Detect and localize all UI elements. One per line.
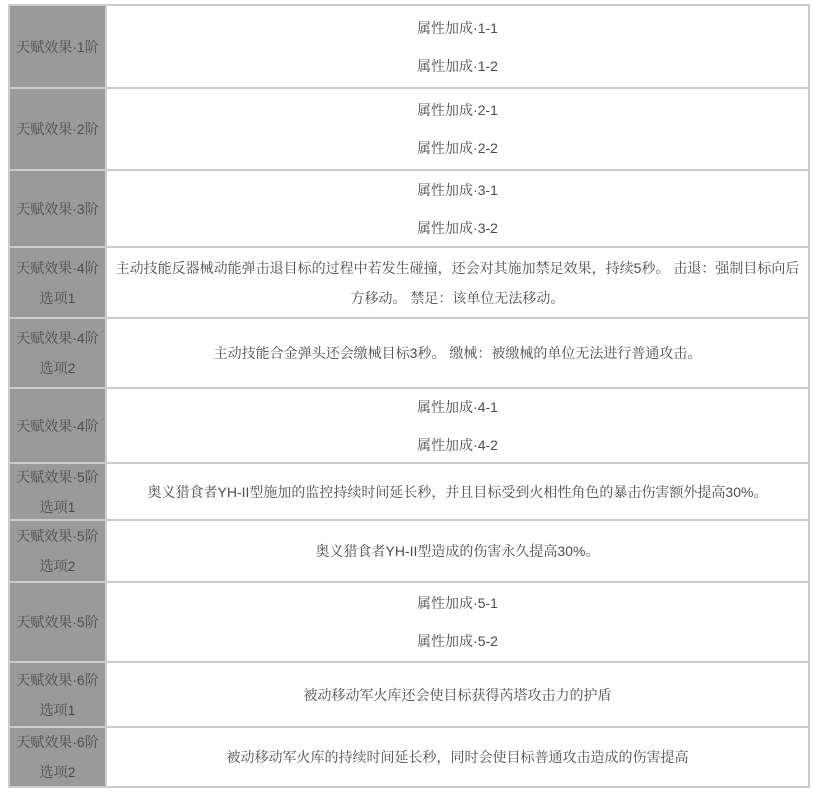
row-header-label: 天赋效果·4阶 [16,417,99,434]
row-header-cell [10,6,107,87]
row-content-cell [107,6,808,87]
effect-text: 属性加成·2-2 [417,140,498,156]
row-header-cell [10,663,107,726]
effect-text: 属性加成·4-1 [417,398,498,415]
effect-text: 主动技能合金弹头还会缴械目标3秒。 缴械：被缴械的单位无法进行普通攻击。 [213,345,702,361]
row-content-cell [107,248,808,317]
row-content-cell [107,583,808,661]
talent-row [10,387,808,462]
row-header-label: 选项2 [39,360,76,376]
talent-row [10,87,808,169]
talent-effects-table [8,4,810,788]
effect-text: 属性加成·5-2 [417,633,498,649]
talent-row [10,661,808,726]
row-content-cell [107,319,808,387]
row-header-cell [10,89,107,169]
row-header-label: 选项1 [39,289,76,306]
effect-text: 被动移动军火库的持续时间延长秒，同时会使目标普通攻击造成的伤害提高 [226,749,689,765]
row-content-cell [107,171,808,246]
row-header-cell [10,389,107,462]
row-header-label: 选项1 [39,498,76,515]
row-content-cell [107,89,808,169]
row-header-label: 天赋效果·4阶 [16,259,99,276]
row-header-label: 选项1 [39,701,76,718]
row-header-label: 天赋效果·6阶 [16,734,99,750]
talent-row [10,519,808,581]
talent-row [10,246,808,317]
row-content-cell [107,389,808,462]
talent-row [10,6,808,87]
row-header-cell [10,171,107,246]
row-header-label: 天赋效果·6阶 [16,671,99,688]
effect-text: 主动技能反器械动能弹击退目标的过程中若发生碰撞，还会对其施加禁足效果，持续5秒。 击退：强制目标向后方移动。 禁足：该单位无法移动。 [115,259,800,306]
talent-row [10,169,808,246]
effect-text: 属性加成·3-1 [417,181,498,198]
row-header-label: 天赋效果·5阶 [16,468,99,485]
row-header-cell [10,464,107,519]
row-header-cell [10,248,107,317]
effect-text: 属性加成·1-2 [417,57,498,74]
row-header-label: 天赋效果·5阶 [16,614,99,630]
talent-row [10,462,808,519]
row-content-cell [107,663,808,726]
effect-text: 奥义猎食者YH-II型施加的监控持续时间延长秒，并且目标受到火相性角色的暴击伤害额外提高30%。 [147,483,768,500]
effect-text: 属性加成·2-1 [417,102,498,118]
effect-text: 属性加成·5-1 [417,595,498,611]
row-content-cell [107,521,808,581]
row-header-label: 天赋效果·2阶 [16,121,99,137]
talent-row [10,581,808,661]
effect-text: 被动移动军火库还会使目标获得芮塔攻击力的护盾 [303,686,612,703]
effect-text: 属性加成·1-1 [417,19,498,36]
row-header-label: 选项2 [39,764,76,780]
row-header-label: 天赋效果·1阶 [16,38,99,55]
effect-text: 奥义猎食者YH-II型造成的伤害永久提高30%。 [315,543,600,559]
effect-text: 属性加成·4-2 [417,436,498,453]
row-header-label: 天赋效果·3阶 [16,200,99,217]
row-header-label: 天赋效果·5阶 [16,528,99,544]
talent-row [10,317,808,387]
row-header-cell [10,728,107,786]
talent-row [10,726,808,786]
row-header-cell [10,583,107,661]
row-header-cell [10,319,107,387]
effect-text: 属性加成·3-2 [417,219,498,236]
row-header-label: 天赋效果·4阶 [16,330,99,346]
row-content-cell [107,728,808,786]
row-header-label: 选项2 [39,558,76,574]
row-header-cell [10,521,107,581]
row-content-cell [107,464,808,519]
